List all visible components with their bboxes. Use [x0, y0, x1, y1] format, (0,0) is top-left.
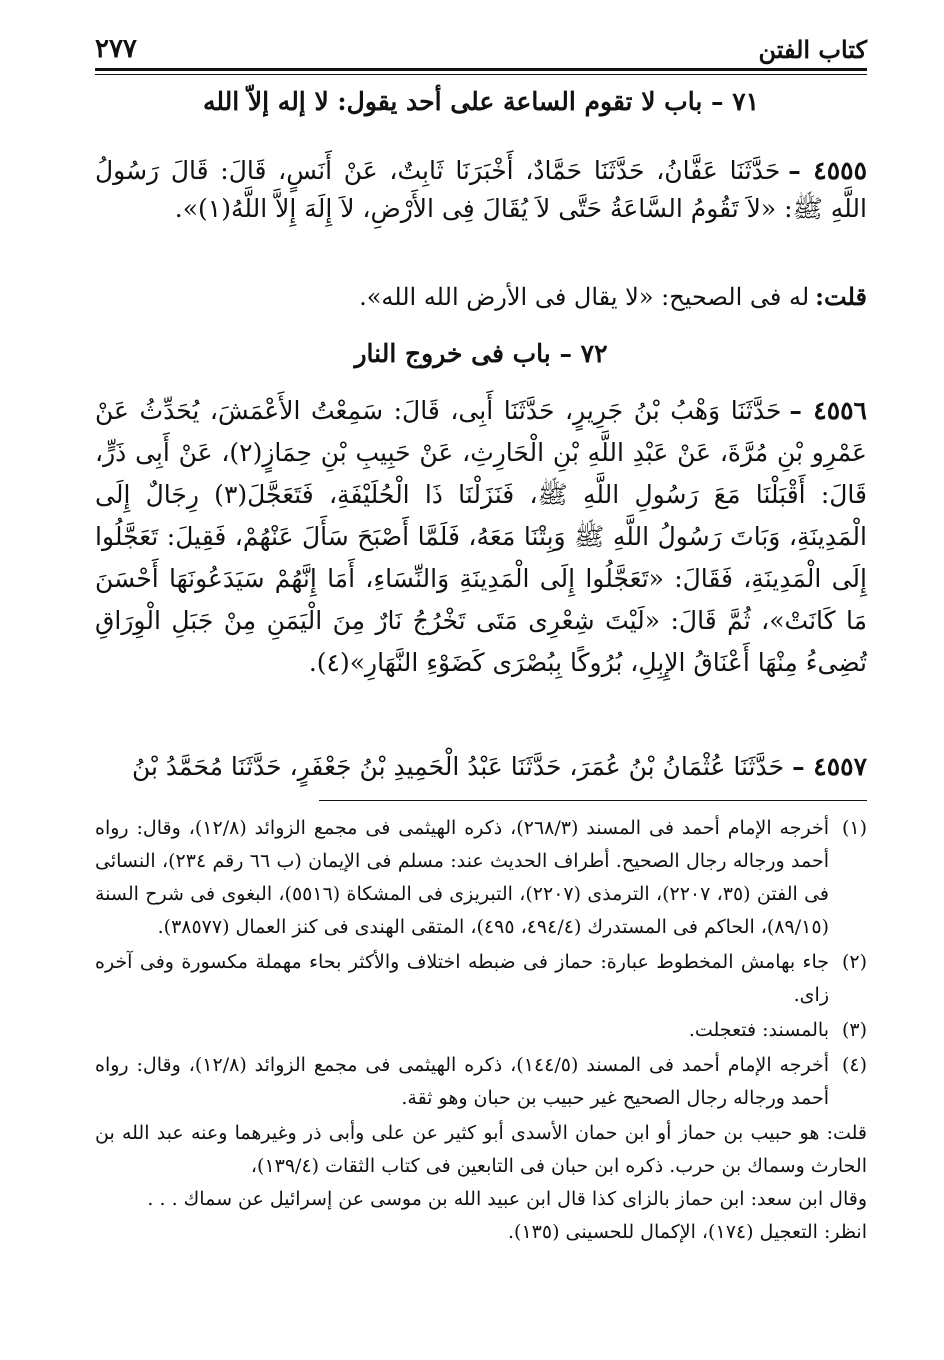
footnote-4-comment: قلت: هو حبيب بن حماز أو ابن حمان الأسدى أبو كثير عن على وأبى ذر وغيرهما وعنه عبد الله بن الحارث وسماك بن حرب. ذكره ابن حبان فى التابعين فى كتاب الثقات (١٣٩/٤)،: [95, 1122, 867, 1177]
hadith-number: ٤٥٥٥ –: [788, 156, 867, 185]
page-number: ٢٧٧: [95, 34, 137, 64]
header-rule-thin: [95, 74, 867, 75]
footnote-marker: (١): [841, 817, 867, 839]
chapter-title-72: ٧٢ – باب فى خروج النار: [354, 339, 608, 368]
footnote-2: [95, 946, 867, 1012]
footnote-1: [95, 812, 867, 944]
footnote-marker: (٣): [841, 1019, 867, 1041]
footnote-marker: (٢): [841, 951, 867, 973]
hadith-4557: [95, 748, 867, 786]
footnote-4-comment: وقال ابن سعد: ابن حماز بالزاى كذا قال ابن عبيد الله بن موسى عن إسرائيل عن سماك . . .: [147, 1188, 867, 1210]
editor-note-lead: قلت:: [815, 282, 867, 311]
footnote-text: أخرجه الإمام أحمد فى المسند (١٤٤/٥)، ذكره الهيثمى فى مجمع الزوائد (١٢/٨)، وقال: رواه أحمد ورجاله رجال الصحيح غير حبيب بن حبان وهو ثقة.: [95, 1054, 829, 1109]
editor-note: [95, 278, 867, 316]
footnote-marker: (٤): [841, 1054, 867, 1076]
hadith-text: حَدَّثَنَا وَهْبُ بْنُ جَرِيرٍ، حَدَّثَنَا أَبِى، قَالَ: سَمِعْتُ الأَعْمَشَ، يُحَدِّثُ عَنْ عَمْرِو بْنِ مُرَّةَ، عَنْ عَبْدِ اللَّهِ بْنِ الْحَارِثِ، عَنْ حَبِيبِ بْنِ حِمَازٍ(٢)، عَنْ أَبِى ذَرٍّ، قَالَ: أَقْبَلْنَا مَعَ رَسُولِ اللَّهِ ﷺ، فَنَزَلْنَا ذَا الْحُلَيْفَةِ، فَتَعَجَّلَ(٣) رِجَالٌ إِلَى الْمَدِينَةِ، وَبَاتَ رَسُولُ اللَّهِ ﷺ وَبِتْنَا مَعَهُ، فَلَمَّا أَصْبَحَ سَأَلَ عَنْهُمْ، فَقِيلَ: تَعَجَّلُوا إِلَى الْمَدِينَةِ، فَقَالَ: «تَعَجَّلُوا إِلَى الْمَدِينَةِ وَالنِّسَاءِ، أَمَا إِنَّهُمْ سَيَدَعُونَهَا أَحْسَنَ مَا كَانَتْ»، ثُمَّ قَالَ: «لَيْتَ شِعْرِى مَتَى تَخْرُجُ نَارٌ مِنَ الْيَمَنِ مِنْ جَبَلِ الْوِرَاقِ تُضِىءُ مِنْهَا أَعْنَاقُ الإِبِلِ، بُرُوكًا بِبُصْرَى كَضَوْءِ النَّهَارِ»(٤).: [95, 396, 867, 677]
hadith-number: ٤٥٥٧ –: [792, 752, 867, 781]
footnote-4-reference: انظر: التعجيل (١٧٤)، الإكمال للحسينى (١٣٥).: [507, 1221, 867, 1243]
hadith-text: حَدَّثَنَا عُثْمَانُ بْنُ عُمَرَ، حَدَّثَنَا عَبْدُ الْحَمِيدِ بْنُ جَعْفَرٍ، حَدَّثَنَا مُحَمَّدُ بْنُ: [131, 752, 785, 781]
hadith-4555: [95, 152, 867, 228]
footnote-4: [95, 1049, 867, 1115]
footnotes: [95, 812, 867, 1249]
footnote-3: [95, 1014, 867, 1047]
hadith-text: حَدَّثَنَا عَفَّانُ، حَدَّثَنَا حَمَّادٌ، أَخْبَرَنَا ثَابِتٌ، عَنْ أَنَسٍ، قَالَ: قَالَ رَسُولُ اللَّهِ ﷺ: «لاَ تَقُومُ السَّاعَةُ حَتَّى لاَ يُقَالَ فِى الأَرْضِ، لاَ إِلَهَ إِلاَّ اللَّهُ(١)».: [95, 156, 867, 223]
hadith-number: ٤٥٥٦ –: [789, 396, 867, 425]
chapter-title-71: ٧١ – باب لا تقوم الساعة على أحد يقول: لا إله إلاّ الله: [202, 87, 760, 116]
footnote-text: بالمسند: فتعجلت.: [688, 1019, 829, 1041]
book-page: [95, 28, 867, 1338]
footnote-separator: [319, 800, 867, 801]
footnote-text: أخرجه الإمام أحمد فى المسند (٢٦٨/٣)، ذكره الهيثمى فى مجمع الزوائد (١٢/٨)، وقال: رواه أحمد ورجاله رجال الصحيح. أطراف الحديث عند: مسلم فى الإيمان (ب ٦٦ رقم ٢٣٤)، النسائى فى الفتن (٣٥، ٢٢٠٧)، الترمذى (٢٢٠٧)، التبريزى فى المشكاة (٥٥١٦)، البغوى فى شرح السنة (٨٩/١٥)، الحاكم فى المستدرك (٤٩٤/٤، ٤٩٥)، المتقى الهندى فى كنز العمال (٣٨٥٧٧).: [95, 817, 830, 938]
book-title: كتاب الفتن: [758, 35, 867, 64]
hadith-4556: [95, 390, 867, 684]
running-head: [95, 28, 867, 64]
header-rule-thick: [95, 68, 867, 71]
footnote-text: جاء بهامش المخطوط عبارة: حماز فى ضبطه اختلاف والأكثر بحاء مهملة مكسورة وفى آخره زاى.: [95, 951, 829, 1006]
editor-note-text: له فى الصحيح: «لا يقال فى الأرض الله الله».: [359, 283, 810, 311]
